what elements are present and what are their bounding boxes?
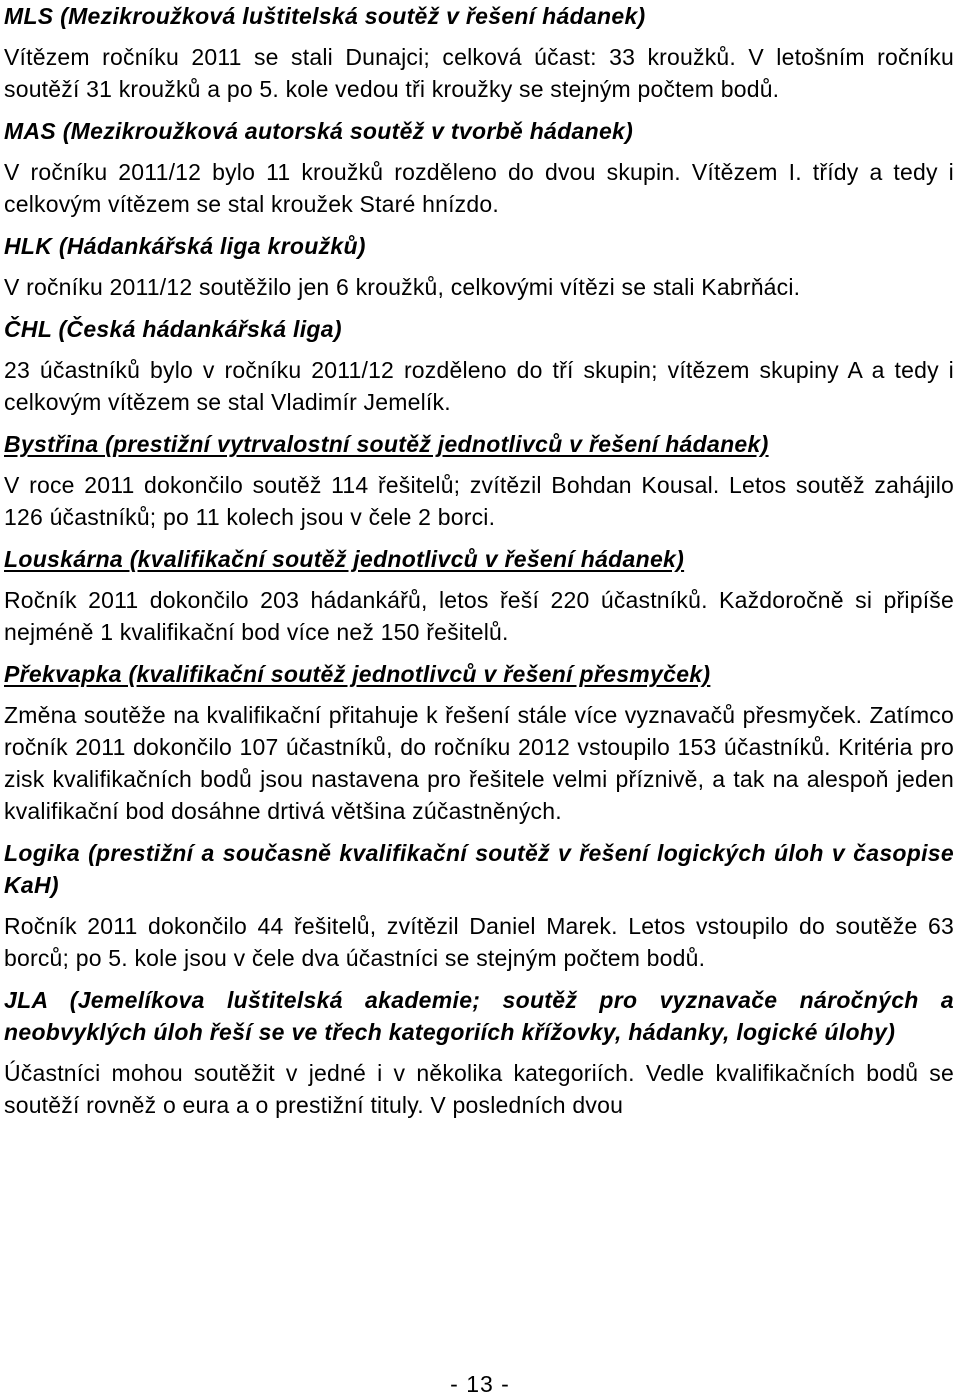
section-mls <box>4 0 954 105</box>
section-text: Ročník 2011 dokončilo 44 řešitelů, zvítězil Daniel Marek. Letos vstoupilo do soutěže 63 borců; po 5. kole jsou v čele dva účastníci se stejným počtem bodů. <box>4 913 954 971</box>
section-heading: JLA (Jemelíkova luštitelská akademie; soutěž pro vyznavače náročných a neobvyklých úloh řeší se ve třech kategoriích křížovky, hádanky, logické úlohy) <box>4 987 954 1045</box>
section-prekvapka <box>4 658 954 827</box>
document-page <box>4 0 954 1121</box>
section-heading: Bystřina (prestižní vytrvalostní soutěž jednotlivců v řešení hádanek) <box>4 431 769 457</box>
section-logika <box>4 837 954 974</box>
section-text: V ročníku 2011/12 bylo 11 kroužků rozděleno do dvou skupin. Vítězem I. třídy a tedy i celkovým vítězem se stal kroužek Staré hnízdo. <box>4 159 954 217</box>
section-chl <box>4 313 954 418</box>
section-louskarna <box>4 543 954 648</box>
section-heading: MAS (Mezikroužková autorská soutěž v tvorbě hádanek) <box>4 118 634 144</box>
section-text: Změna soutěže na kvalifikační přitahuje k řešení stále více vyznavačů přesmyček. Zatímco ročník 2011 dokončilo 107 účastníků, do ročníku 2012 vstoupilo 153 účastníků. Kritéria pro zisk kvalifikačních bodů jsou nastavena pro řešitele velmi příznivě, a tak na alespoň jeden kvalifikační bod dosáhne drtivá většina zúčastněných. <box>4 702 954 824</box>
section-heading: Louskárna (kvalifikační soutěž jednotlivců v řešení hádanek) <box>4 546 685 572</box>
section-heading: ČHL (Česká hádankářská liga) <box>4 316 342 342</box>
section-text: Ročník 2011 dokončilo 203 hádankářů, letos řeší 220 účastníků. Každoročně si připíše nejméně 1 kvalifikační bod více než 150 řešitelů. <box>4 587 954 645</box>
section-heading: Překvapka (kvalifikační soutěž jednotlivců v řešení přesmyček) <box>4 661 711 687</box>
section-text: Účastníci mohou soutěžit v jedné i v několika kategoriích. Vedle kvalifikačních bodů se soutěží rovněž o eura a o prestižní tituly. V posledních dvou <box>4 1060 954 1118</box>
section-mas <box>4 115 954 220</box>
section-heading: HLK (Hádankářská liga kroužků) <box>4 233 366 259</box>
section-hlk <box>4 230 954 303</box>
page-number: - 13 - <box>450 1371 510 1397</box>
section-heading: MLS (Mezikroužková luštitelská soutěž v řešení hádanek) <box>4 3 646 29</box>
section-text: 23 účastníků bylo v ročníku 2011/12 rozděleno do tří skupin; vítězem skupiny A a tedy i celkovým vítězem se stal Vladimír Jemelík. <box>4 357 954 415</box>
section-text: Vítězem ročníku 2011 se stali Dunajci; celková účast: 33 kroužků. V letošním ročníku soutěží 31 kroužků a po 5. kole vedou tři kroužky se stejným počtem bodů. <box>4 44 954 102</box>
section-heading: Logika (prestižní a současně kvalifikační soutěž v řešení logických úloh v časopise KaH) <box>4 840 954 898</box>
section-text: V roce 2011 dokončilo soutěž 114 řešitelů; zvítězil Bohdan Kousal. Letos soutěž zahájilo 126 účastníků; po 11 kolech jsou v čele 2 borci. <box>4 472 954 530</box>
section-jla <box>4 984 954 1121</box>
section-bystrina <box>4 428 954 533</box>
section-text: V ročníku 2011/12 soutěžilo jen 6 kroužků, celkovými vítězi se stali Kabrňáci. <box>4 274 801 300</box>
